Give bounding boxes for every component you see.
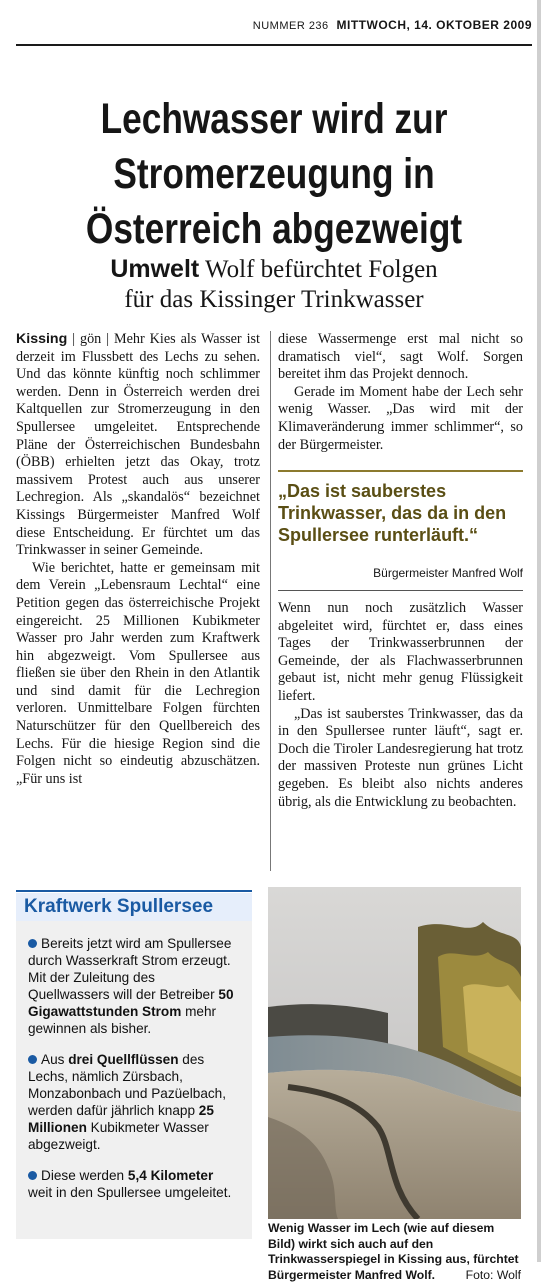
page-edge [537,0,541,1262]
byline: | gön | [67,331,114,347]
bullet-dot-icon [28,1171,37,1180]
headline [62,92,485,257]
subhead-kicker: Umwelt [110,255,199,283]
headline-line-2: Stromerzeugung in [62,147,485,202]
column-divider [270,331,271,871]
infobox [16,921,252,1239]
article-column-2-top [278,331,523,454]
paragraph: Gerade im Moment habe der Lech sehr wenig Wasser. „Das wird mit der Klimaveränderung immer schlimmer“, so der Bürgermeister. [278,384,523,454]
river-photo [268,887,521,1219]
paragraph: „Das ist sauberstes Trinkwasser, das da in den Spullersee runter läuft“, sagt er. Doch die Tiroler Landesregierung hat trotz der massiven Proteste nun grünes Licht gegeben. Es bleibt also nichts anderes übrig, als die Entwicklung zu beobachten. [278,706,523,812]
quote-rule [278,470,523,472]
paragraph: Mehr Kies als Wasser ist derzeit im Flussbett des Lechs zu sehen. Und das könnte künftig noch schlimmer werden. Denn in Österreich werden drei Kaltquellen zur Stromerzeugung in den Spullersee umgeleitet. Entsprechende Pläne der Österreichischen Bundesbahn (ÖBB) erhielten jetzt das Okay, trotz massivem Protest auch aus unserer Lechregion. Als „skandalös“ bezeichnet Kissings Bürgermeister Manfred Wolf diese Entscheidung. Er fürchtet um das Trinkwasser in seiner Gemeinde. [16,331,260,558]
subheadline [16,254,532,315]
infobox-bullet: Aus drei Quellflüssen des Lechs, nämlich Zürsbach, Monzabonbach und Pazüelbach, werden dafür jährlich knapp 25 Millionen Kubikmeter Wasser abgezweigt. [28,1051,240,1153]
header-rule [16,44,532,46]
issue-number: NUMMER 236 [253,20,329,32]
infobox-bullet: Diese werden 5,4 Kilometer weit in den Spullersee umgeleitet. [28,1167,240,1201]
page-header [0,18,532,32]
caption-text: Wenig Wasser im Lech (wie auf diesem Bild) wirkt sich auch auf den Trinkwasserspiegel in Kissing aus, fürchtet Bürgermeister Manfred Wolf. [268,1221,519,1282]
subhead-line-1: Wolf befürchtet Folgen [205,256,438,283]
paragraph: Wenn nun noch zusätzlich Wasser abgeleitet wird, fürchtet er, dass eines Tages der Trinkwasserbrunnen der Gemeinde, der als Flachwasserbrunnen gebaut ist, nicht mehr genug Flüssigkeit liefert. [278,600,523,706]
paragraph: Wie berichtet, hatte er gemeinsam mit dem Verein „Lebensraum Lechtal“ eine Petition gegen das österreichische Projekt eingereicht. 25 Millionen Kubikmeter Wasser pro Jahr werden zum Kraftwerk hin abgezweigt. Vom Spullersee aus fließen sie über den Rhein in den Atlantik und sind damit für die Lechregion verloren. Unmittelbare Folgen fürchten Naturschützer für den Quellbereich des Lechs. Für die hiesige Region sind die Folgen nicht so eindeutig abzuschätzen. „Für uns ist [16,560,260,789]
article-column-1 [16,331,260,788]
quote-rule-bottom [278,590,523,591]
bullet-dot-icon [28,939,37,948]
photo-caption [268,1221,521,1283]
pull-quote: „Das ist sauberstes Trinkwasser, das da in den Spullersee runterläuft.“ [278,480,523,546]
infobox-bullet: Bereits jetzt wird am Spullersee durch Wasserkraft Strom erzeugt. Mit der Zuleitung des Quellwassers will der Betreiber 50 Gigawattstunden Strom mehr gewinnen als bisher. [28,935,240,1037]
quote-attribution: Bürgermeister Manfred Wolf [278,566,523,580]
dateline-kicker: Kissing [16,331,67,347]
paragraph: diese Wassermenge erst mal nicht so dramatisch viel“, sagt Wolf. Sorgen bereitet ihm das Projekt dennoch. [278,331,523,384]
infobox-title: Kraftwerk Spullersee [16,893,252,921]
headline-line-1: Lechwasser wird zur [62,92,485,147]
bullet-dot-icon [28,1055,37,1064]
infobox-rule [16,890,252,892]
subhead-line-2: für das Kissinger Trinkwasser [16,285,532,315]
issue-date: MITTWOCH, 14. OKTOBER 2009 [337,18,532,32]
photo-credit: Foto: Wolf [466,1268,521,1283]
headline-line-3: Österreich abgezweigt [62,202,485,257]
article-column-2-bottom [278,600,523,811]
